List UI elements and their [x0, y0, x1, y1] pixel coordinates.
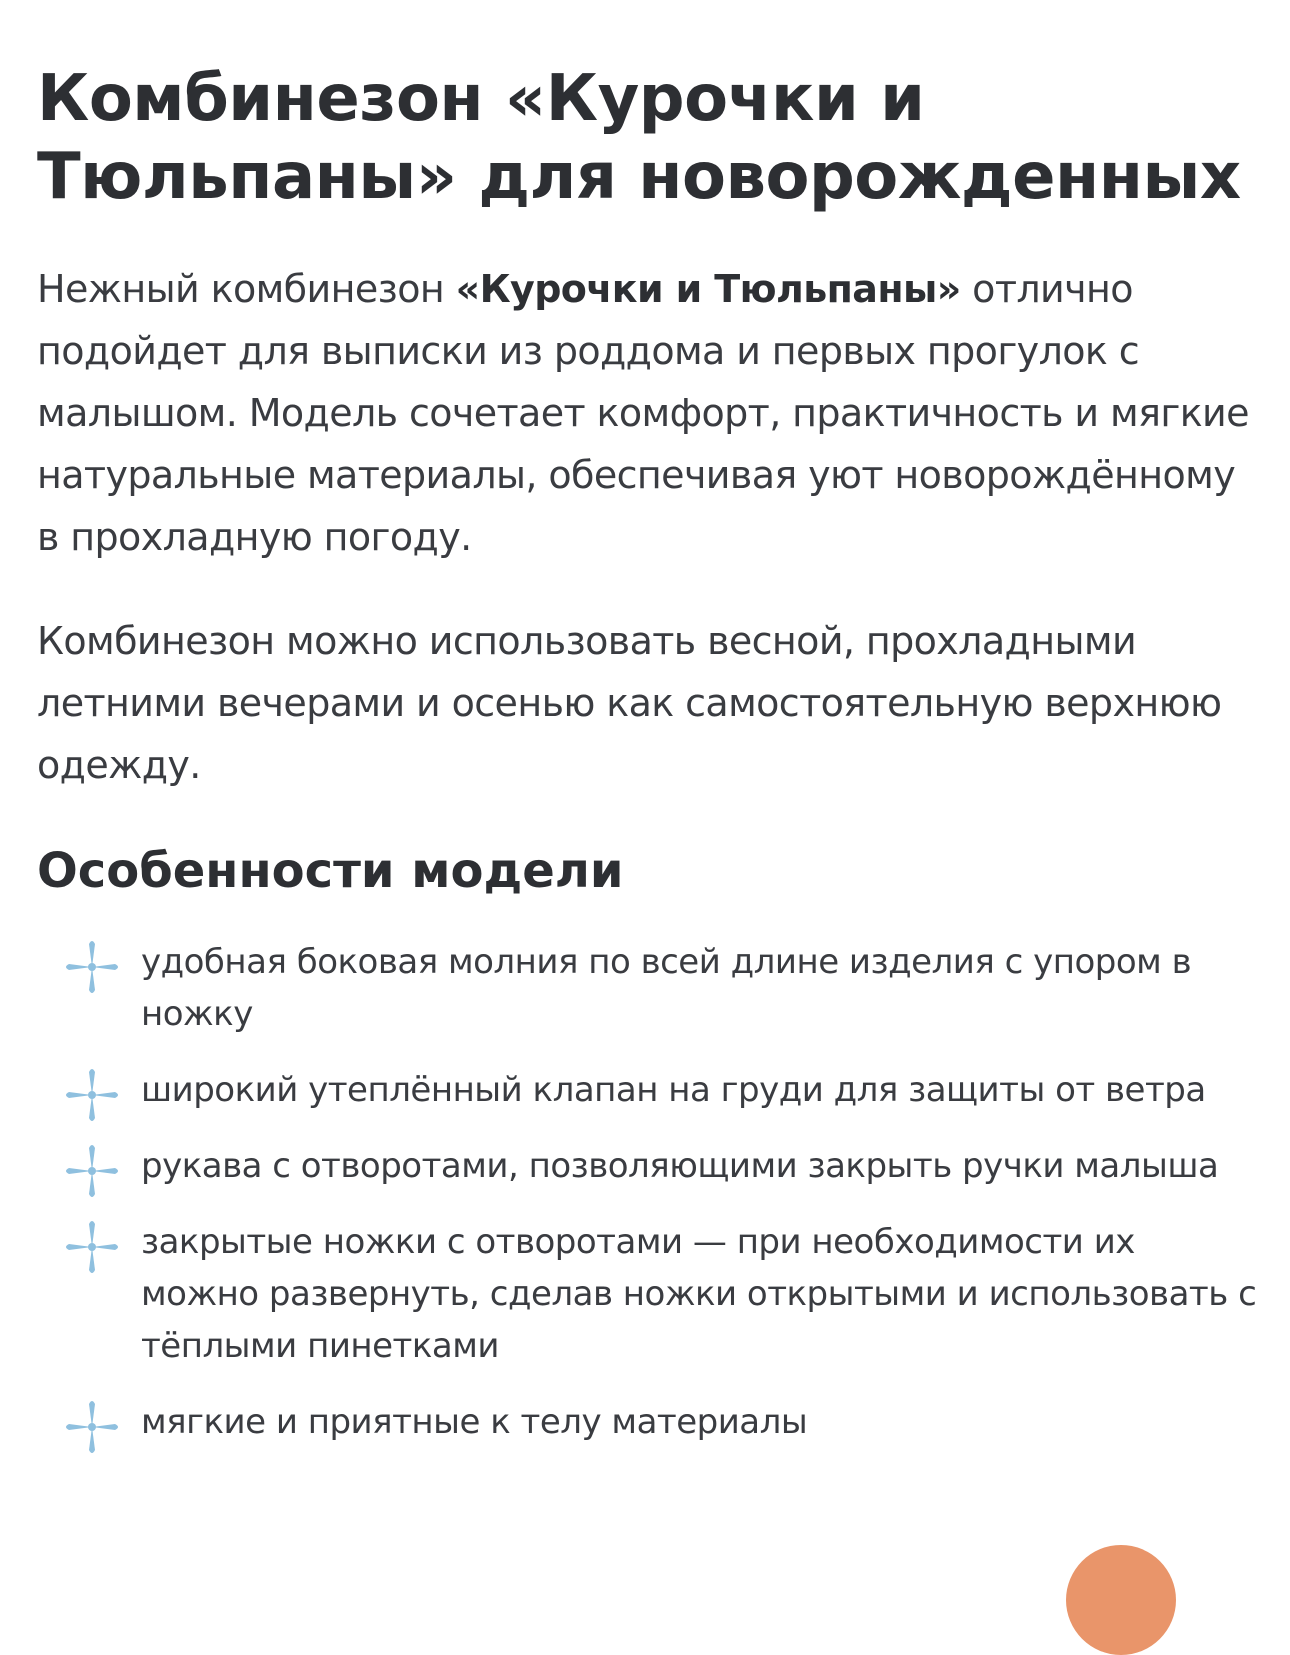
feature-item	[37, 1216, 1257, 1372]
feature-item	[37, 1140, 1257, 1192]
intro-prefix: Нежный комбинезон	[37, 267, 456, 311]
flower-bullet-icon	[63, 938, 121, 996]
features-heading: Особенности модели	[37, 843, 624, 899]
flower-bullet-icon	[63, 1398, 121, 1456]
feature-text: мягкие и приятные к телу материалы	[141, 1402, 808, 1442]
intro-suffix: отлично подойдет для выписки из роддома и первых прогулок с малышом. Модель сочетает комфорт, практичность и мягкие натуральные материалы, обеспечивая уют новорождённому в прохладную погоду.	[37, 267, 1249, 559]
feature-text: удобная боковая молния по всей длине изделия с упором в ножку	[141, 942, 1192, 1034]
feature-item	[37, 1064, 1257, 1116]
usage-paragraph: Комбинезон можно использовать весной, прохладными летними вечерами и осенью как самостоятельную верхнюю одежду.	[37, 619, 1222, 787]
flower-bullet-icon	[63, 1066, 121, 1124]
flower-bullet-icon	[63, 1142, 121, 1200]
floating-action-button[interactable]	[1066, 1545, 1176, 1655]
feature-item	[37, 1396, 1257, 1448]
page-title: Комбинезон «Курочки и Тюльпаны» для новорожденных	[37, 62, 1241, 214]
feature-item	[37, 936, 1257, 1040]
feature-text: закрытые ножки с отворотами — при необходимости их можно развернуть, сделав ножки открытыми и использовать с тёплыми пинетками	[141, 1222, 1257, 1366]
feature-text: широкий утеплённый клапан на груди для защиты от ветра	[141, 1070, 1206, 1110]
product-name: «Курочки и Тюльпаны»	[455, 267, 961, 311]
feature-text: рукава с отворотами, позволяющими закрыть ручки малыша	[141, 1146, 1219, 1186]
features-list	[37, 936, 1257, 1448]
flower-bullet-icon	[63, 1218, 121, 1276]
product-description	[37, 60, 1257, 1472]
intro-paragraph	[37, 258, 1257, 568]
